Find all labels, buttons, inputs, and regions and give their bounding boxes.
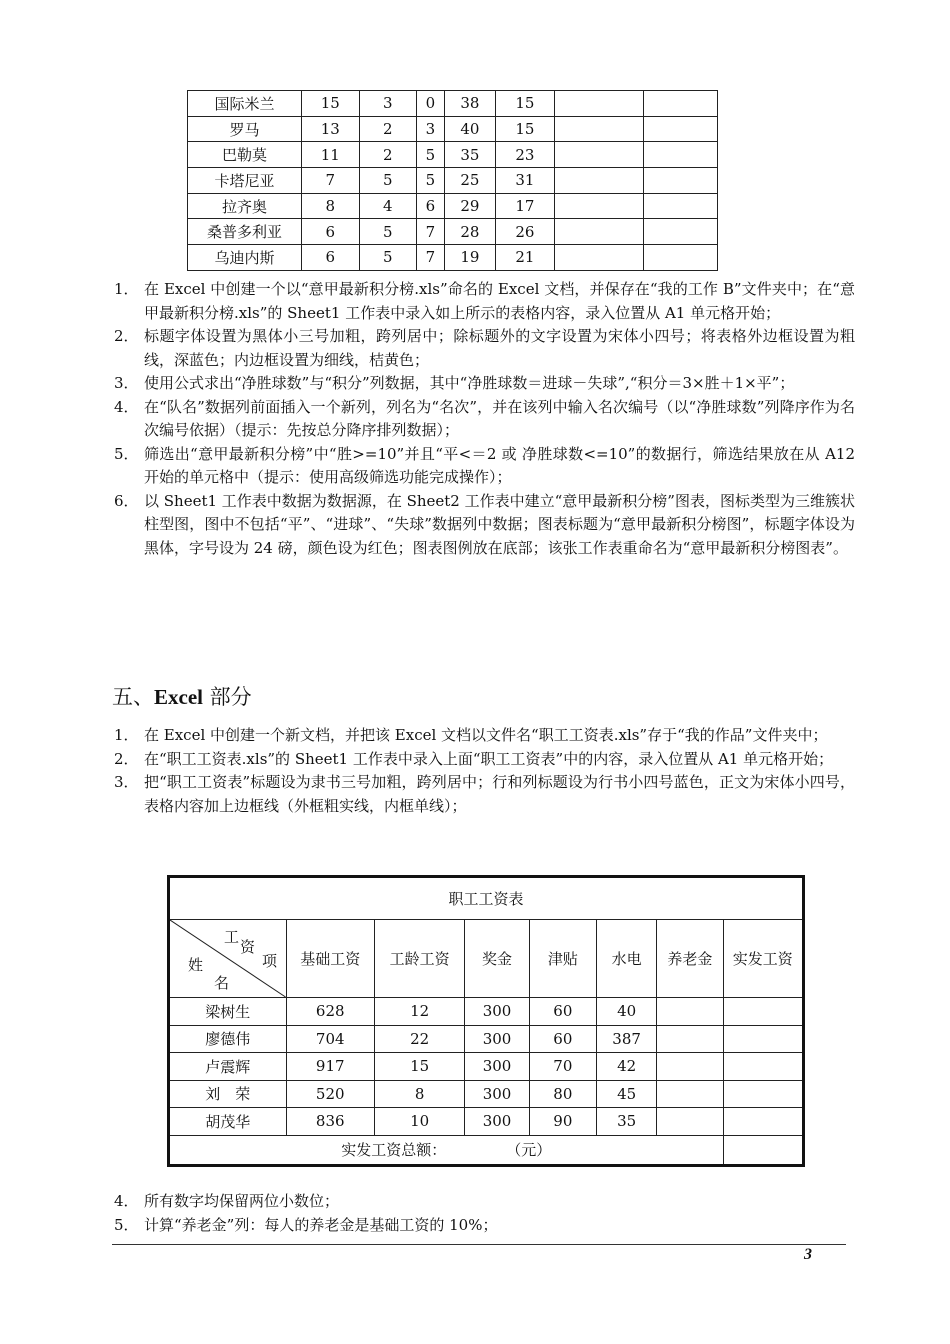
table-cell: 70	[529, 1053, 596, 1081]
table-cell: 3	[417, 116, 445, 142]
total-salary-label: 实发工资总额： （元）	[169, 1135, 724, 1165]
table-cell	[643, 193, 717, 219]
table-cell	[554, 91, 643, 117]
table-cell: 13	[302, 116, 360, 142]
page-number: 3	[804, 1246, 812, 1263]
table-cell	[554, 245, 643, 271]
table-cell: 7	[417, 245, 445, 271]
table-cell: 5	[417, 142, 445, 168]
list-item	[110, 490, 855, 561]
list-item-text: 使用公式求出“净胜球数”与“积分”列数据，其中“净胜球数＝进球－失球”,“积分＝3×胜＋1×平”；	[144, 374, 795, 392]
list-item-text: 筛选出“意甲最新积分榜”中“胜>=10”并且“平<＝2 或 净胜球数<=10”的数据行，筛选结果放在从 A12 开始的单元格中（提示：使用高级筛选功能完成操作）；	[144, 444, 855, 486]
table-cell: 12	[374, 998, 464, 1026]
list-item	[110, 1190, 855, 1214]
table-cell	[554, 116, 643, 142]
table-cell	[643, 142, 717, 168]
table-cell: 917	[286, 1053, 374, 1081]
table-cell	[657, 1108, 723, 1136]
table-row	[169, 998, 804, 1026]
table-cell: 5	[417, 168, 445, 194]
table-cell: 6	[302, 219, 360, 245]
table-cell: 25	[444, 168, 495, 194]
list-item	[110, 771, 855, 818]
table-row	[169, 1080, 804, 1108]
table-cell: 17	[496, 193, 555, 219]
table-cell	[554, 219, 643, 245]
table-row	[169, 1108, 804, 1136]
column-header: 工龄工资	[374, 920, 464, 998]
table-cell: 300	[465, 998, 529, 1026]
list-item-number: 2．	[114, 749, 139, 768]
table-cell: 15	[496, 116, 555, 142]
list-item-number: 1．	[114, 726, 139, 744]
table-cell	[554, 193, 643, 219]
table-cell: 7	[302, 168, 360, 194]
table-cell: 国际米兰	[188, 91, 302, 117]
table-cell: 7	[417, 219, 445, 245]
table-cell: 31	[496, 168, 555, 194]
list-item	[110, 443, 855, 490]
list-item	[110, 724, 855, 748]
list-item-number: 2．	[114, 327, 139, 345]
table-cell: 35	[596, 1108, 656, 1136]
league-table	[187, 90, 718, 271]
list-item-number: 3．	[114, 773, 139, 791]
table-cell: 22	[374, 1025, 464, 1053]
table-cell: 刘 荣	[169, 1080, 287, 1108]
list-item-text: 标题字体设置为黑体小三号加粗，跨列居中；除标题外的文字设置为宋体小四号；将表格外边框设置为粗线，深蓝色；内边框设置为细线，桔黄色；	[144, 327, 855, 369]
table-row	[188, 116, 718, 142]
table-cell: 15	[302, 91, 360, 117]
table-cell: 15	[496, 91, 555, 117]
table-cell: 0	[417, 91, 445, 117]
table-cell: 2	[359, 116, 417, 142]
list-item-text: 计算“养老金”列：每人的养老金是基础工资的 10%；	[144, 1215, 498, 1234]
table-cell: 28	[444, 219, 495, 245]
table-cell	[723, 1053, 803, 1081]
table-cell: 23	[496, 142, 555, 168]
list-item	[110, 372, 855, 396]
list-item	[110, 396, 855, 443]
table-cell: 704	[286, 1025, 374, 1053]
table-cell	[723, 998, 803, 1026]
table-cell: 6	[302, 245, 360, 271]
table-cell: 3	[359, 91, 417, 117]
list-item-text: 所有数字均保留两位小数位；	[144, 1192, 340, 1210]
table-cell: 60	[529, 998, 596, 1026]
table-cell: 卢震辉	[169, 1053, 287, 1081]
table-cell	[723, 1025, 803, 1053]
table-cell: 60	[529, 1025, 596, 1053]
table-cell	[723, 1108, 803, 1136]
table-cell: 26	[496, 219, 555, 245]
table-cell: 300	[465, 1080, 529, 1108]
table-cell: 300	[465, 1108, 529, 1136]
table-cell: 80	[529, 1080, 596, 1108]
table-cell: 90	[529, 1108, 596, 1136]
table-cell: 38	[444, 91, 495, 117]
table-cell: 胡茂华	[169, 1108, 287, 1136]
list-item	[110, 325, 855, 372]
table-cell	[643, 168, 717, 194]
list-item-number: 3．	[114, 374, 139, 392]
table-row	[188, 193, 718, 219]
table-cell	[657, 1053, 723, 1081]
table-cell: 6	[417, 193, 445, 219]
list-item	[110, 278, 855, 325]
table-cell: 42	[596, 1053, 656, 1081]
table-cell: 387	[596, 1025, 656, 1053]
corner-right: 项	[262, 952, 278, 970]
table-row	[188, 168, 718, 194]
table-cell: 2	[359, 142, 417, 168]
column-header: 水电	[596, 920, 656, 998]
table-cell: 乌迪内斯	[188, 245, 302, 271]
list-item-number: 1．	[114, 280, 139, 298]
list-item-text: 在“职工工资表.xls”的 Sheet1 工作表中录入上面“职工工资表”中的内容，录入位置从 A1 单元格开始；	[144, 749, 834, 768]
table-row	[169, 1053, 804, 1081]
table-row	[169, 1025, 804, 1053]
list-item	[110, 748, 855, 772]
table-cell	[657, 1025, 723, 1053]
table-cell	[554, 168, 643, 194]
table-cell: 8	[374, 1080, 464, 1108]
table-cell: 4	[359, 193, 417, 219]
instructions-list-3	[110, 1190, 855, 1237]
footer-rule	[112, 1244, 846, 1245]
table-cell	[643, 91, 717, 117]
table-cell	[554, 142, 643, 168]
table-cell: 520	[286, 1080, 374, 1108]
total-salary-value	[723, 1135, 803, 1165]
table-cell: 300	[465, 1025, 529, 1053]
table-cell: 卡塔尼亚	[188, 168, 302, 194]
list-item-text: 把“职工工资表”标题设为隶书三号加粗，跨列居中；行和列标题设为行书小四号蓝色，正文为宋体小四号，表格内容加上边框线（外框粗实线，内框单线）；	[144, 773, 855, 815]
table-cell: 5	[359, 168, 417, 194]
table-cell: 19	[444, 245, 495, 271]
table-cell: 35	[444, 142, 495, 168]
table-cell: 11	[302, 142, 360, 168]
list-item-number: 5．	[114, 444, 139, 463]
table-cell: 8	[302, 193, 360, 219]
table-cell: 罗马	[188, 116, 302, 142]
instructions-list-1	[110, 278, 855, 560]
diagonal-header-cell	[169, 920, 287, 998]
corner-mid: 资	[240, 938, 256, 956]
list-item-number: 4．	[114, 1192, 139, 1210]
column-header: 基础工资	[286, 920, 374, 998]
instructions-list-2	[110, 724, 855, 818]
table-cell: 836	[286, 1108, 374, 1136]
table-cell: 5	[359, 219, 417, 245]
salary-table	[167, 875, 805, 1167]
list-item-text: 在 Excel 中创建一个以“意甲最新积分榜.xls”命名的 Excel 文档，并保存在“我的工作 B”文件夹中；在“意甲最新积分榜.xls”的 Sheet1 工作表中录入如上所示的表格内容，录入位置从 A1 单元格开始；	[144, 280, 855, 322]
table-cell	[643, 219, 717, 245]
corner-left: 姓	[188, 956, 204, 974]
list-item-number: 4．	[114, 397, 139, 416]
column-header: 奖金	[465, 920, 529, 998]
table-row	[188, 91, 718, 117]
table-row	[188, 219, 718, 245]
table-row	[188, 142, 718, 168]
list-item	[110, 1214, 855, 1238]
corner-bottom: 名	[214, 974, 230, 992]
table-cell: 巴勒莫	[188, 142, 302, 168]
table-cell: 5	[359, 245, 417, 271]
list-item-text: 以 Sheet1 工作表中数据为数据源，在 Sheet2 工作表中建立“意甲最新积分榜”图表，图标类型为三维簇状柱型图，图中不包括“平”、“进球”、“失球”数据列中数据；图表标题为“意甲最新积分榜图”，标题字体设为黑体，字号设为 24 磅，颜色设为红色；图表图例放在底部；该张工作表重命名为“意甲最新积分榜图表”。	[144, 491, 855, 557]
section-heading: 五、Excel 部分	[112, 685, 252, 709]
table-cell: 15	[374, 1053, 464, 1081]
table-cell: 廖德伟	[169, 1025, 287, 1053]
table-cell: 拉齐奥	[188, 193, 302, 219]
list-item-number: 6．	[114, 491, 139, 510]
column-header: 实发工资	[723, 920, 803, 998]
list-item-text: 在“队名”数据列前面插入一个新列，列名为“名次”，并在该列中输入名次编号（以“净胜球数”列降序作为名次编号依据）（提示：先按总分降序排列数据）；	[144, 397, 855, 439]
corner-top: 工	[224, 928, 240, 946]
table-cell: 628	[286, 998, 374, 1026]
table-cell	[723, 1080, 803, 1108]
table-row	[188, 245, 718, 271]
table-cell: 45	[596, 1080, 656, 1108]
list-item-number: 5．	[114, 1215, 139, 1234]
table-cell: 40	[596, 998, 656, 1026]
column-header: 津贴	[529, 920, 596, 998]
table-cell: 梁树生	[169, 998, 287, 1026]
table-cell	[643, 116, 717, 142]
table-cell: 10	[374, 1108, 464, 1136]
list-item-text: 在 Excel 中创建一个新文档，并把该 Excel 文档以文件名“职工工资表.xls”存于“我的作品”文件夹中；	[144, 726, 828, 744]
table-cell: 21	[496, 245, 555, 271]
column-header: 养老金	[657, 920, 723, 998]
table-cell: 40	[444, 116, 495, 142]
table-cell	[657, 1080, 723, 1108]
table-cell: 29	[444, 193, 495, 219]
table-cell: 300	[465, 1053, 529, 1081]
salary-table-title: 职工工资表	[169, 877, 804, 920]
table-cell: 桑普多利亚	[188, 219, 302, 245]
table-cell	[643, 245, 717, 271]
table-cell	[657, 998, 723, 1026]
